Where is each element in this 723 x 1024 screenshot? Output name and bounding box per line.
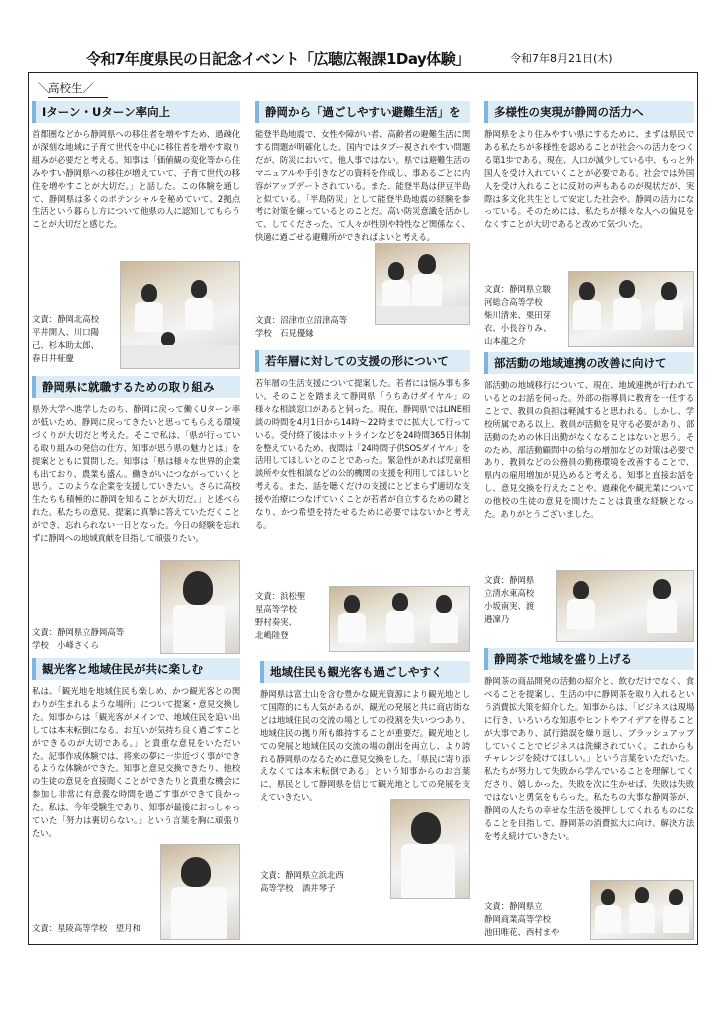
article-heading: 静岡県に就職するための取り組み <box>32 376 240 398</box>
article-credit: 文責：静岡県立駿 河総合高等学校 柴川清来、栗田芽 衣、小長谷りみ、 山本龍之介 <box>484 284 552 346</box>
article-credit: 文責：浜松聖 星高等学校 野村奏実、 北嶋陸登 <box>255 591 306 640</box>
article-credit: 文責：星陵高等学校 望月和 <box>32 923 141 933</box>
article-photo <box>390 799 470 899</box>
article-6 <box>260 661 470 899</box>
page-header <box>0 48 723 70</box>
article-heading: 部活動の地域連携の改善に向けて <box>484 352 694 374</box>
article-8 <box>484 352 694 642</box>
category-badge: ＼高校生／ <box>38 80 93 96</box>
article-body: 若年層の生活支援について提案した。若者には悩み事も多い。そのことを踏まえて静岡県「うちあけダイヤル」の様々な相談窓口があると伺った。現在、静岡県ではLINE相談の時間を4月1日から14時～22時までに拡大して行っている。受付終了後はホットラインなどを24時間365日体制を整えているため、夜間は「24時間子供SOSダイヤル」を活用してほしいとのことであった。緊急性があれば児童相談所や女性相談などの公的機関の支援を利用してほしいと考える。また、話を聴くだけの支援にとどまらず適切な支援や治療につなげていくことが若者が自立するための鍵となり、かつ希望を持たせるために必要ではないかと考える。 <box>255 378 470 530</box>
article-1 <box>32 101 240 369</box>
article-9 <box>484 648 694 940</box>
article-photo <box>590 880 694 940</box>
article-credit: 文責：静岡県立静岡高等 学校 小峰さくら <box>32 627 125 650</box>
category-label: 高校生 <box>48 81 83 95</box>
article-body: 部活動の地域移行について、現在、地域連携が行われているとのお話を伺った。外部の指導員に教育を一任することで、教員の負担は軽減すると思われる。しかし、学校所属である以上、教員が活動を見守る必要があり、部活動のための休日出勤がなくなることはないと思う。そのため、部活動顧問中の給与の増加などの対策は必要であり、教員などの公務員の勤務環境を改善することで、県内の雇用増加が見込めると考える。知事と直接お話をし、意見交換を行えたことや、過疎化や観光業についての他校の生徒の意見を聞けたことは貴重な経験となった。ありがとうございました。 <box>484 380 694 520</box>
article-heading: 若年層に対しての支援の形について <box>255 350 470 372</box>
article-body: 能登半島地震で、女性や障がい者、高齢者の避難生活に関する問題が明確化した。国内ではタブー視されやすい問題だが、防災において、他人事ではない。県では避難生活のマニュアルや手引きなどの資料を作成し、事あるごとに内容がアップデートされている。また、能登半島は伊豆半島と似ている。「半島防災」として能登半島地震の経験を参考に対策を練っているとのことだ。高い防災意識を活かして、してくださった、て人々が性別や特性など関係なく、快適に過ごせる避難所ができればよいと考える。 <box>255 129 470 243</box>
article-body: 静岡県をより住みやすい県にするために、まずは県民である私たちが多様性を認めることが社会への活力をつくる第1歩である。現在、人口が減少している中、もっと外国人を受け入れていくことが必要である。社会では外国人を受け入れることに反対の声もあるのが現状だが、実際は多文化共生として安定した社会や、静岡の活力になっている。そのためには、私たちが様々な人への偏見をなくすことが大切であると改めて気づいた。 <box>484 129 694 230</box>
article-body: 静岡茶の商品開発の活動の紹介と、飲むだけでなく、食べることを提案し、生活の中に静岡茶を取り入れるという消費拡大策を紹介した。知事からは、「ビジネスは現場に行き、いろいろな知恵やヒントやアイデアを得ることが大事であり、試行錯誤を繰り返し、ブラッシュアップしていくことでビジネスは洗練されていく。これからもチャレンジを続けてほしい。」という言葉をいただいた。私たちが努力して失敗から学んでいることを理解してくださり、嬉しかった。失敗を次に生かせば、失敗は失敗ではないと勇気をもらった。私たちの大事な静岡茶が、静岡の人たちの幸せな生活を後押ししてくれるものになることを目指して、静岡茶の消費拡大に向け、解決方法を考え続けていきたい。 <box>484 676 694 841</box>
page-title: 令和7年度県民の日記念イベント「広聴広報課1Day体験」 <box>86 50 470 68</box>
article-heading: 多様性の実現が静岡の活力へ <box>484 101 694 123</box>
article-heading: 観光客と地域住民が共に楽しむ <box>32 658 240 680</box>
article-photo <box>160 844 240 940</box>
article-credit: 文責：静岡県立浜北西 高等学校 酒井琴子 <box>260 870 344 893</box>
article-7 <box>484 101 694 347</box>
article-5 <box>255 350 470 652</box>
article-body: 私は、「観光地を地域住民も楽しめ、かつ観光客との関わりが生まれるような場所」について提案・意見交換した。知事からは「観光客がメインで、地域住民を追い出しては本末転倒になる。お互いが気持ち良く過ごすことができるのが大切である。」と貴重な意見をいただいた。記事作成体験では、将来の夢に一歩近づく事ができるような体験ができた。知事と意見交換できたり、他校の生徒の意見を直接聞くことができたりと貴重な機会に参加し非常に有意義な時間を過ごす事ができて良かった。私は、今年受験生であり、知事が最後におっしゃっていた「努力は裏切らない。」という言葉を胸に頑張りたい。 <box>32 686 240 838</box>
article-photo <box>375 243 470 325</box>
article-photo <box>329 586 470 652</box>
article-heading: Iターン・Uターン率向上 <box>32 101 240 123</box>
article-credit: 文責：静岡県 立清水東高校 小坂南実、渡 邉凜乃 <box>484 575 535 624</box>
article-body: 首都圏などから静岡県への移住者を増やすため、過疎化が深刻な地域に子育て世代を中心に移住者を増やす取り組みが必要だと考える。知事は「価値観の変化等から住みやすい静岡県への移住が増えていて、子育て世代の移住を増やすことが大切だ。」と話した。この体験を通して、静岡県は多くのポテンシャルを秘めていて、2拠点生活という暮らし方について他県の人に認知してもらうことが大切だと感じた。 <box>32 129 240 230</box>
article-2 <box>32 376 240 654</box>
article-heading: 地域住民も観光客も過ごしやすく <box>260 661 470 683</box>
article-photo <box>568 271 694 347</box>
article-photo <box>556 570 694 642</box>
article-heading: 静岡から「過ごしやすい避難生活」を <box>255 101 470 123</box>
article-3 <box>32 658 240 940</box>
article-heading: 静岡茶で地域を盛り上げる <box>484 648 694 670</box>
article-credit: 文責：静岡北高校 平井開人、川口陽 己、杉本助太郎、 春日井柾慶 <box>32 314 99 363</box>
article-credit: 文責：沼津市立沼津高等 学校 石見優縁 <box>255 315 348 338</box>
article-body: 県外大学へ進学したのち、静岡に戻って働くUターン率が低いため、静岡に戻ってきたいと思ってもらえる環境づくりが大切だと考えた。そこで私は、「県が行っている取り組みの発信の仕方、知事が思う県の魅力とは」を提案とともに質問した。知事は「県は様々な世界的企業も出ており、農業も盛ん。働きがいにつながっていくと思う。このような企業を支援していきたい。さらに高校生たちも積極的に静岡を知ることが大切だ。」と述べられた。私たちの意見、提案に真摯に答えていただくことができ、忘れられない一日となった。今日の経験を忘れずに静岡への地域貢献を目指して頑張りたい。 <box>32 404 240 544</box>
article-body: 静岡県は富士山を含む豊かな観光資源により観光地として国際的にも人気があるが、観光の発展と共に商店街などは地域住民の交流の場としての役割を失いつつあり、地域住民の拠り所も維持することが重要だ。観光地としての発展と地域住民の交流の場の創出を両立し、より誇れる静岡県のなるために意見交換をした。「県民に寄り添えなくては本末転倒である」という知事からのお言葉に、県民として静岡県を信じて観光地としての発展を支えていきたい。 <box>260 689 470 803</box>
article-photo <box>120 261 240 369</box>
event-date: 令和7年8月21日(木) <box>510 52 613 65</box>
article-4 <box>255 101 470 345</box>
article-photo <box>160 560 240 654</box>
article-credit: 文責：静岡県立 静岡商業高等学校 池田唯花、西村まや <box>484 901 560 937</box>
